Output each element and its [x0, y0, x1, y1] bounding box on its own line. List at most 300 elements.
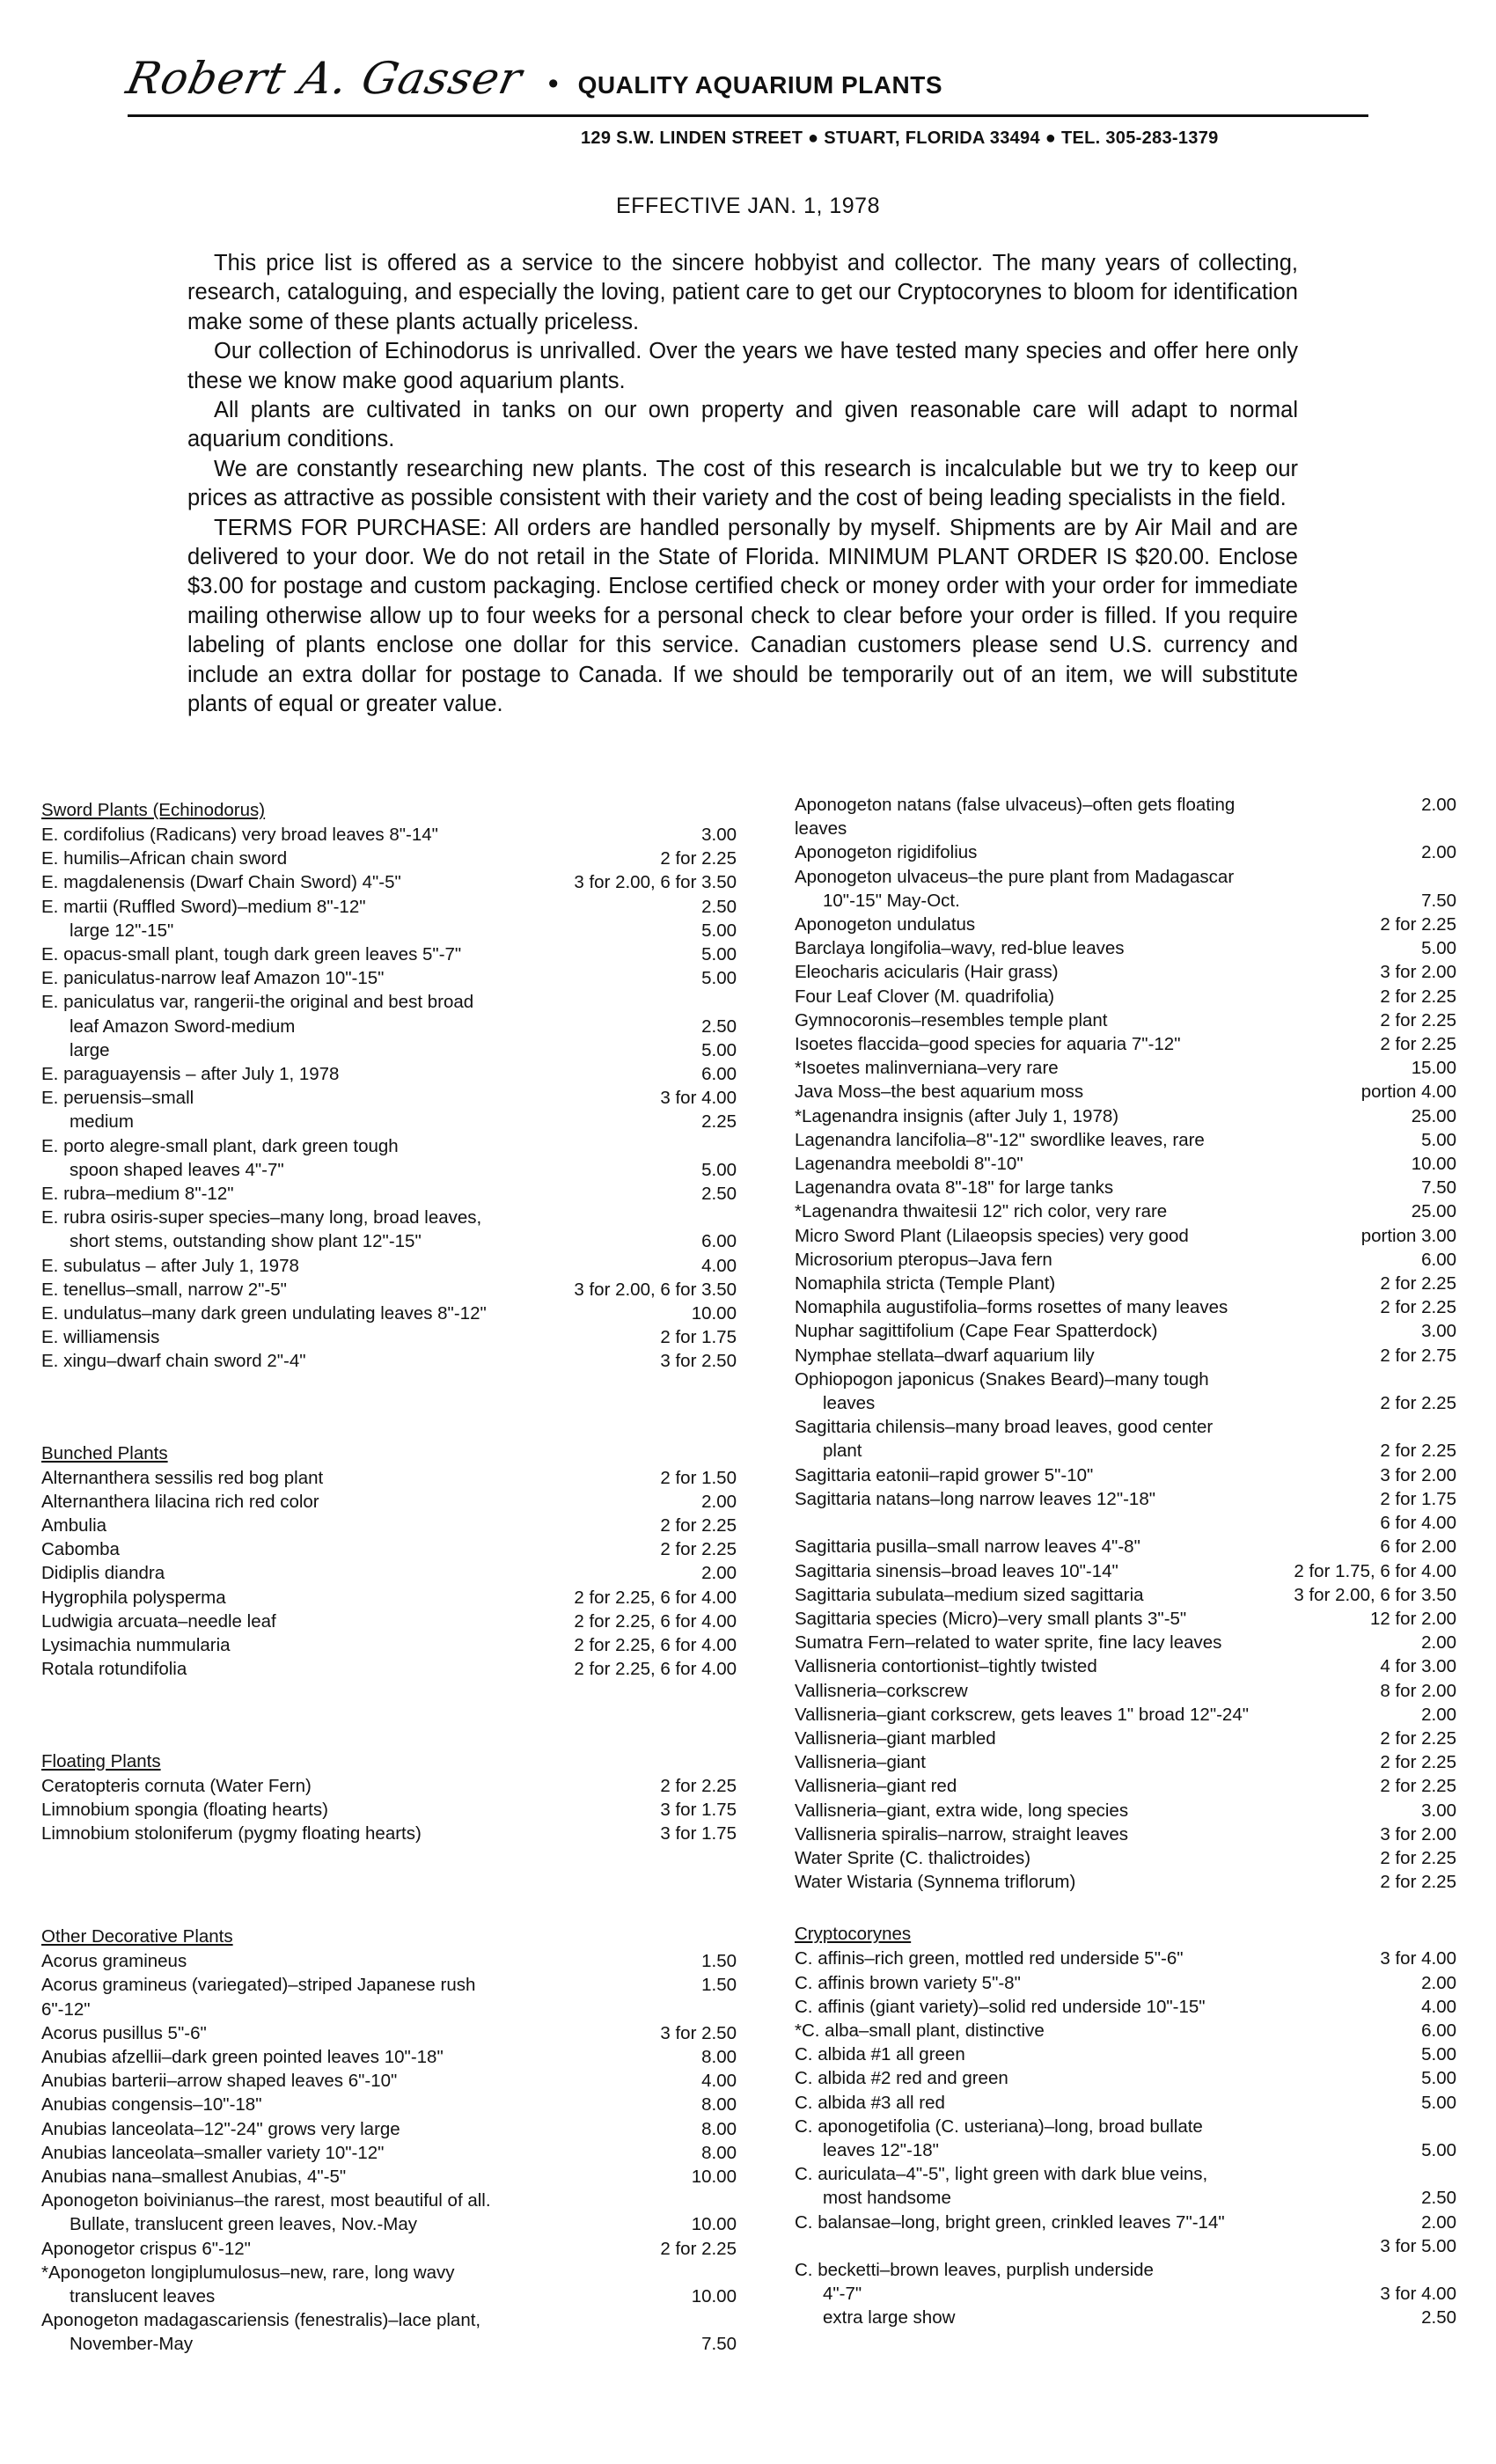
plant-price: 3 for 2.00: [1380, 1464, 1456, 1485]
plant-name: Sagittaria species (Micro)–very small plants 3"-5": [795, 1608, 1187, 1629]
plant-price: 6.00: [701, 1231, 737, 1252]
plant-name: Aponogetor crispus 6"-12": [41, 2238, 251, 2259]
plant-price: 5.00: [1421, 938, 1456, 959]
price-list-item: [41, 2045, 737, 2069]
price-list-item: [795, 1344, 1456, 1368]
price-list-item: [41, 1514, 737, 1537]
price-list-item: [795, 1870, 1456, 1894]
plant-price: 3 for 2.00: [1380, 1823, 1456, 1844]
plant-price: 6.00: [1421, 2020, 1456, 2041]
plant-price: 5.00: [1421, 2139, 1456, 2160]
plant-price: 2.00: [701, 1563, 737, 1584]
plant-name: short stems, outstanding show plant 12"-15": [70, 1231, 422, 1252]
plant-price: 2 for 1.75: [1380, 1488, 1456, 1509]
price-list-item: [41, 942, 737, 966]
price-list-item: [41, 1062, 737, 1086]
plant-price: 5.00: [701, 1039, 737, 1060]
other-decorative-section: [41, 1925, 737, 2356]
plant-name: Aponogeton madagascariensis (fenestralis)–lace plant,: [41, 2310, 481, 2331]
plant-name: Microsorium pteropus–Java fern: [795, 1249, 1052, 1270]
price-list-item: [41, 1537, 737, 1561]
price-list-item: [795, 1631, 1456, 1654]
plant-name: C. albida #2 red and green: [795, 2068, 1008, 2089]
plant-name: Water Sprite (C. thalictroides): [795, 1847, 1031, 1868]
plant-price: 1.50: [701, 1975, 737, 1996]
plant-name: Sagittaria natans–long narrow leaves 12"-18": [795, 1488, 1155, 1509]
price-list-item: [41, 2284, 737, 2308]
plant-price: 2.00: [1421, 1972, 1456, 1993]
plant-name: Water Wistaria (Synnema triflorum): [795, 1872, 1076, 1893]
price-list-item: [795, 1104, 1456, 1128]
plant-price: 2 for 2.25, 6 for 4.00: [574, 1659, 737, 1680]
plant-name: E. rubra–medium 8"-12": [41, 1184, 234, 1205]
price-list-item: [795, 1511, 1456, 1535]
plant-name: Acorus gramineus (variegated)–striped Japanese rush 6"-12": [41, 1975, 476, 2020]
plant-name: Hygrophila polysperma: [41, 1587, 226, 1608]
plant-name: Vallisneria–giant red: [795, 1776, 957, 1797]
plant-price: 8.00: [701, 2094, 737, 2116]
plant-name: E. humilis–African chain sword: [41, 848, 288, 869]
plant-name: Isoetes flaccida–good species for aquaria 7"-12": [795, 1034, 1181, 1055]
plant-price: 5.00: [701, 1159, 737, 1180]
price-list-item: [795, 1679, 1456, 1703]
price-list-item: [795, 1750, 1456, 1774]
price-list-item: [795, 1703, 1456, 1727]
plant-name: Sagittaria sinensis–broad leaves 10"-14": [795, 1560, 1118, 1581]
price-list-item: [795, 1152, 1456, 1176]
price-list-item: [795, 2019, 1456, 2042]
price-list-item: [41, 1610, 737, 1633]
plant-name: E. paniculatus var, rangerii-the original and best broad: [41, 992, 474, 1013]
plant-price: 3 for 5.00: [1380, 2235, 1456, 2256]
price-list-item: [41, 2212, 737, 2236]
price-list-item: [41, 1134, 737, 1158]
plant-name: Ambulia: [41, 1515, 107, 1536]
plant-price: 2 for 2.25: [1380, 1776, 1456, 1797]
price-list-item: [41, 1633, 737, 1657]
price-list-item: [41, 2308, 737, 2332]
header-rule: [128, 114, 1368, 117]
plant-price: 2.50: [1421, 2188, 1456, 2209]
price-list-item: [41, 1349, 737, 1373]
plant-price: 8.00: [701, 2046, 737, 2067]
price-list-item: [795, 2162, 1456, 2186]
plant-price: 3 for 1.75: [660, 1799, 737, 1820]
price-list-item: [41, 2069, 737, 2093]
price-list-item: [795, 1607, 1456, 1631]
intro-paragraph: All plants are cultivated in tanks on our own property and given reasonable care will adapt to normal aquarium conditions.: [187, 398, 1298, 452]
plant-name: Anubias barterii–arrow shaped leaves 6"-10": [41, 2071, 398, 2092]
plant-name: Nymphae stellata–dwarf aquarium lily: [795, 1345, 1095, 1366]
price-list-item: [41, 1490, 737, 1514]
plant-name: C. affinis–rich green, mottled red underside 5"-6": [795, 1948, 1184, 1969]
price-list-item: [795, 936, 1456, 960]
price-list-item: [41, 2332, 737, 2356]
price-list-item: [41, 1038, 737, 1062]
plant-price: 3 for 1.75: [660, 1822, 737, 1844]
price-list-item: [795, 1319, 1456, 1343]
plant-name: Micro Sword Plant (Lilaeopsis species) very good: [795, 1225, 1189, 1246]
price-list-item: [795, 960, 1456, 984]
price-list-item: [795, 1056, 1456, 1080]
plant-price: 12 for 2.00: [1369, 1608, 1456, 1629]
plant-name: Sagittaria eatonii–rapid grower 5"-10": [795, 1464, 1094, 1485]
plant-name: Anubias nana–smallest Anubias, 4"-5": [41, 2166, 347, 2187]
plant-name: E. undulatus–many dark green undulating leaves 8"-12": [41, 1303, 487, 1324]
plant-name: Lagenandra meeboldi 8"-10": [795, 1154, 1023, 1175]
plant-name: Limnobium stoloniferum (pygmy floating hearts): [41, 1822, 422, 1844]
price-list-item: [795, 1032, 1456, 1056]
price-list-item: [41, 823, 737, 847]
plant-price: 5.00: [1421, 1129, 1456, 1150]
intro-paragraph: Our collection of Echinodorus is unrivalled. Over the years we have tested many species and offer here only these we know make good aquarium plants.: [187, 339, 1298, 393]
plant-price: 3.00: [701, 825, 737, 845]
plant-name: Aponogeton boivinianus–the rarest, most beautiful of all.: [41, 2190, 491, 2211]
price-list-item: [795, 840, 1456, 864]
plant-name: Aponogeton ulvaceus–the pure plant from Madagascar: [795, 866, 1235, 887]
plant-price: 1.50: [701, 1951, 737, 1972]
plant-name: C. albida #1 all green: [795, 2044, 965, 2065]
plant-name: Didiplis diandra: [41, 1563, 165, 1584]
plant-name: Anubias congensis–10"-18": [41, 2094, 262, 2116]
price-list-item: [795, 1391, 1456, 1415]
plant-name: Ophiopogon japonicus (Snakes Beard)–many tough: [795, 1368, 1209, 1390]
plant-price: 8 for 2.00: [1380, 1680, 1456, 1701]
plant-name: Vallisneria–giant corkscrew, gets leaves 1" broad 12"-24": [795, 1704, 1250, 1725]
plant-price: 2 for 2.75: [1380, 1345, 1456, 1366]
plant-name: C. affinis brown variety 5"-8": [795, 1972, 1021, 1993]
plant-name: plant: [823, 1441, 862, 1462]
plant-name: E. subulatus – after July 1, 1978: [41, 1255, 299, 1276]
price-list-item: [41, 1325, 737, 1349]
price-list-item: [795, 1248, 1456, 1272]
plant-name: Anubias lanceolata–smaller variety 10"-12": [41, 2142, 385, 2163]
section-heading: Cryptocorynes: [795, 1924, 912, 1945]
price-list-item: [41, 1798, 737, 1822]
section-heading: Floating Plants: [41, 1750, 161, 1771]
plant-name: Alternanthera lilacina rich red color: [41, 1491, 319, 1512]
price-list-item: [795, 1654, 1456, 1678]
left-column: [41, 798, 737, 2357]
price-list-item: [41, 2021, 737, 2045]
price-list-item: [795, 1224, 1456, 1248]
price-list-item: [41, 1973, 737, 2020]
plant-price: 2 for 2.25: [660, 1539, 737, 1560]
price-list-item: [795, 1368, 1456, 1391]
plant-price: 3 for 4.00: [660, 1088, 737, 1109]
plant-name: Anubias afzellii–dark green pointed leaves 10"-18": [41, 2046, 444, 2067]
signature-logo: Robert A. Gasser: [121, 53, 527, 104]
plant-name: medium: [70, 1111, 134, 1133]
plant-price: 2 for 2.25: [1380, 1872, 1456, 1893]
plant-name: large: [70, 1039, 110, 1060]
plant-name: E. xingu–dwarf chain sword 2"-4": [41, 1351, 306, 1372]
price-list-item: [41, 2237, 737, 2261]
plant-price: 3.00: [1421, 1800, 1456, 1821]
price-list-item: [795, 1272, 1456, 1295]
price-list-item: [41, 1774, 737, 1798]
intro-paragraph: This price list is offered as a service to the sincere hobbyist and collector. The many years of collecting, research, cataloguing, and especially the loving, patient care to get our Cryptocorynes to bloom for identification make some of these plants actually priceless.: [187, 251, 1298, 334]
plant-name: Anubias lanceolata–12"-24" grows very large: [41, 2118, 400, 2139]
plant-price: 2 for 2.25: [1380, 1752, 1456, 1773]
plant-name: Bullate, translucent green leaves, Nov.-May: [70, 2214, 418, 2235]
plant-name: Sagittaria pusilla–small narrow leaves 4"-8": [795, 1536, 1140, 1558]
plant-name: spoon shaped leaves 4"-7": [70, 1159, 284, 1180]
floating-plants-section: [41, 1749, 737, 1846]
plant-name: leaves 12"-18": [823, 2139, 939, 2160]
plant-price: 2.00: [1421, 795, 1456, 815]
plant-name: E. paraguayensis – after July 1, 1978: [41, 1064, 340, 1085]
plant-name: C. auriculata–4"-5", light green with dark blue veins,: [795, 2164, 1208, 2185]
price-list-item: [41, 1466, 737, 1490]
price-list-item: [41, 1110, 737, 1133]
price-list-item: [41, 847, 737, 870]
plant-price: 2 for 2.25: [1380, 986, 1456, 1007]
price-list-item: [41, 1561, 737, 1585]
sword-plants-section: [41, 798, 737, 1374]
plant-price: 2 for 2.25: [1380, 1034, 1456, 1055]
price-list-item: [41, 990, 737, 1014]
plant-name: Rotala rotundifolia: [41, 1659, 187, 1680]
plant-name: E. tenellus–small, narrow 2"-5": [41, 1279, 287, 1300]
plant-price: 5.00: [701, 944, 737, 965]
price-list-item: [41, 1015, 737, 1038]
plant-name: Nomaphila augustifolia–forms rosettes of many leaves: [795, 1297, 1228, 1318]
plant-price: 3 for 2.00, 6 for 3.50: [574, 1279, 737, 1300]
price-list-item: [41, 1206, 737, 1229]
price-list-item: [795, 1295, 1456, 1319]
price-list-item: [795, 1583, 1456, 1607]
plant-price: 5.00: [701, 920, 737, 941]
plant-name: Cabomba: [41, 1539, 120, 1560]
plant-price: 2 for 2.25: [660, 1775, 737, 1796]
plant-price: 7.50: [1421, 890, 1456, 911]
plant-name: Vallisneria–corkscrew: [795, 1680, 968, 1701]
price-list-item: [41, 2189, 737, 2212]
plant-price: 15.00: [1411, 1058, 1456, 1079]
plant-price: 2 for 2.25, 6 for 4.00: [574, 1610, 737, 1632]
plant-price: 3 for 4.00: [1380, 2284, 1456, 2305]
price-list-item: [795, 1774, 1456, 1798]
price-list-item: [795, 2258, 1456, 2282]
price-list-item: [41, 1254, 737, 1278]
price-list-item: [795, 1971, 1456, 1995]
plant-price: 3.00: [1421, 1321, 1456, 1342]
plant-name: November-May: [70, 2334, 194, 2355]
plant-price: 2.00: [1421, 1632, 1456, 1654]
plant-price: 2.50: [701, 896, 737, 917]
plant-price: 2 for 2.25, 6 for 4.00: [574, 1635, 737, 1656]
plant-price: 3 for 2.00: [1380, 962, 1456, 983]
price-list-item: [795, 1846, 1456, 1870]
plant-name: Aponogeton rigidifolius: [795, 842, 978, 863]
price-list-item: [795, 1439, 1456, 1463]
plant-price: 2 for 2.25: [1380, 1847, 1456, 1868]
plant-name: C. becketti–brown leaves, purplish underside: [795, 2259, 1154, 2280]
plant-price: 2.50: [701, 1016, 737, 1037]
plant-price: 2.00: [1421, 1704, 1456, 1725]
plant-price: 2.00: [701, 1491, 737, 1512]
plant-price: 6 for 4.00: [1380, 1513, 1456, 1534]
plant-name: Vallisneria–giant marbled: [795, 1727, 996, 1749]
plant-price: 5.00: [1421, 2068, 1456, 2089]
plant-name: Acorus pusillus 5"-6": [41, 2022, 207, 2043]
plant-name: Four Leaf Clover (M. quadrifolia): [795, 986, 1055, 1007]
price-list-item: [795, 1008, 1456, 1032]
intro-text: [187, 249, 1298, 720]
price-list-item: [41, 1657, 737, 1681]
plant-name: 10"-15" May-Oct.: [823, 890, 960, 911]
plant-price: 2 for 1.75, 6 for 4.00: [1294, 1560, 1456, 1581]
right-column: [795, 793, 1456, 2330]
price-list-item: [795, 2115, 1456, 2138]
plant-name: Lagenandra ovata 8"-18" for large tanks: [795, 1177, 1114, 1199]
plant-name: Limnobium spongia (floating hearts): [41, 1799, 328, 1820]
plant-name: *Lagenandra thwaitesii 12" rich color, very rare: [795, 1201, 1168, 1222]
price-list-item: [41, 2165, 737, 2189]
price-list-item: [41, 1949, 737, 1973]
plant-name: Lysimachia nummularia: [41, 1635, 231, 1656]
plant-name: E. opacus-small plant, tough dark green leaves 5"-7": [41, 944, 462, 965]
plant-name: E. porto alegre-small plant, dark green tough: [41, 1135, 399, 1156]
price-list-item: [795, 793, 1456, 840]
price-list-item: [795, 1487, 1456, 1511]
plant-name: E. rubra osiris-super species–many long, broad leaves,: [41, 1207, 482, 1228]
price-list-item: [795, 2306, 1456, 2329]
price-list-item: [795, 2282, 1456, 2306]
plant-name: E. williamensis: [41, 1327, 160, 1348]
plant-name: most handsome: [823, 2188, 951, 2209]
plant-price: 6.00: [1421, 1249, 1456, 1270]
plant-price: 4.00: [701, 2071, 737, 2092]
price-list-item: [41, 1302, 737, 1325]
plant-name: Alternanthera sessilis red bog plant: [41, 1467, 324, 1488]
price-list-item: [795, 1995, 1456, 2019]
price-list-item: [795, 2091, 1456, 2115]
plant-name: *Isoetes malinverniana–very rare: [795, 1058, 1059, 1079]
section-heading: Bunched Plants: [41, 1442, 168, 1463]
price-list-item: [41, 2093, 737, 2116]
plant-name: Acorus gramineus: [41, 1951, 187, 1972]
plant-price: 8.00: [701, 2142, 737, 2163]
plant-price: 5.00: [701, 968, 737, 989]
plant-name: extra large show: [823, 2307, 956, 2328]
plant-price: 25.00: [1411, 1201, 1456, 1222]
price-list-item: [41, 2141, 737, 2165]
plant-name: E. magdalenensis (Dwarf Chain Sword) 4"-5": [41, 872, 401, 893]
cryptocorynes-section: [795, 1922, 1456, 2329]
price-list-item: [795, 1415, 1456, 1439]
plant-price: 2 for 2.25: [1380, 1393, 1456, 1414]
plant-price: 3 for 2.50: [660, 1351, 737, 1372]
plant-name: C. affinis (giant variety)–solid red underside 10"-15": [795, 1996, 1206, 2017]
plant-price: 6.00: [701, 1064, 737, 1085]
plant-price: 10.00: [691, 2166, 737, 2187]
plant-name: Sagittaria subulata–medium sized sagittaria: [795, 1584, 1144, 1605]
plant-name: leaf Amazon Sword-medium: [70, 1016, 296, 1037]
price-list-item: [795, 1727, 1456, 1750]
price-list-item: [795, 1199, 1456, 1223]
plant-name: E. cordifolius (Radicans) very broad leaves 8"-14": [41, 825, 438, 845]
plant-name: Barclaya longifolia–wavy, red-blue leaves: [795, 938, 1125, 959]
plant-price: 8.00: [701, 2118, 737, 2139]
plant-price: 2 for 2.25: [660, 1515, 737, 1536]
price-list-item: [41, 1158, 737, 1182]
other-decorative-continued: [795, 793, 1456, 1894]
plant-price: 2.00: [1421, 842, 1456, 863]
plant-name: C. aponogetifolia (C. usteriana)–long, broad bullate: [795, 2116, 1203, 2137]
plant-price: 2 for 2.25: [660, 848, 737, 869]
plant-name: Aponogeton natans (false ulvaceus)–often gets floating leaves: [795, 795, 1236, 840]
price-list-item: [41, 1586, 737, 1610]
tagline: QUALITY AQUARIUM PLANTS: [577, 71, 942, 99]
plant-name: Sagittaria chilensis–many broad leaves, good center: [795, 1417, 1214, 1438]
plant-price: 6 for 2.00: [1380, 1536, 1456, 1558]
price-list-item: [795, 985, 1456, 1008]
plant-price: 4.00: [1421, 1996, 1456, 2017]
plant-name: 4"-7": [823, 2284, 862, 2305]
plant-name: leaves: [823, 1393, 876, 1414]
price-list-item: [41, 1278, 737, 1302]
plant-price: 10.00: [691, 1303, 737, 1324]
price-list-item: [795, 1128, 1456, 1152]
price-list-item: [795, 2138, 1456, 2162]
plant-price: 4.00: [701, 1255, 737, 1276]
plant-name: translucent leaves: [70, 2285, 216, 2306]
price-list-item: [795, 1822, 1456, 1846]
plant-name: Nomaphila stricta (Temple Plant): [795, 1273, 1056, 1294]
price-list-item: [41, 966, 737, 990]
price-list-item: [795, 2211, 1456, 2234]
plant-name: Eleocharis acicularis (Hair grass): [795, 962, 1059, 983]
plant-price: 10.00: [1411, 1154, 1456, 1175]
plant-price: 3 for 2.00, 6 for 3.50: [574, 872, 737, 893]
plant-price: 2 for 1.50: [660, 1467, 737, 1488]
price-list-item: [795, 1799, 1456, 1822]
plant-name: Java Moss–the best aquarium moss: [795, 1082, 1084, 1103]
price-list-item: [41, 1086, 737, 1110]
price-list-item: [41, 1822, 737, 1845]
price-list-item: [795, 1463, 1456, 1487]
plant-name: C. balansae–long, bright green, crinkled leaves 7"-14": [795, 2211, 1225, 2233]
plant-price: 10.00: [691, 2285, 737, 2306]
intro-paragraph: We are constantly researching new plants. The cost of this research is incalculable but we try to keep our prices as attractive as possible consistent with their variety and the cost of being leading specialists in the field.: [187, 456, 1298, 511]
price-list-item: [795, 2042, 1456, 2066]
plant-name: Nuphar sagittifolium (Cape Fear Spatterdock): [795, 1321, 1158, 1342]
plant-price: 7.50: [701, 2334, 737, 2355]
plant-name: Ceratopteris cornuta (Water Fern): [41, 1775, 312, 1796]
plant-price: 3 for 2.00, 6 for 3.50: [1294, 1584, 1456, 1605]
price-list-item: [795, 1080, 1456, 1104]
price-list-item: [41, 2261, 737, 2284]
plant-name: E. paniculatus-narrow leaf Amazon 10"-15": [41, 968, 385, 989]
plant-price: 2.50: [701, 1184, 737, 1205]
plant-price: 5.00: [1421, 2092, 1456, 2113]
address-line: 129 S.W. LINDEN STREET ● STUART, FLORIDA 33494 ● TEL. 305-283-1379: [581, 128, 1219, 148]
plant-price: 2 for 2.25, 6 for 4.00: [574, 1587, 737, 1608]
plant-price: 2 for 2.25: [1380, 914, 1456, 935]
price-list-item: [795, 1947, 1456, 1970]
price-list-item: [41, 870, 737, 894]
plant-price: 25.00: [1411, 1105, 1456, 1126]
plant-price: 2 for 1.75: [660, 1327, 737, 1348]
price-list-item: [795, 2234, 1456, 2258]
terms-paragraph: TERMS FOR PURCHASE: All orders are handled personally by myself. Shipments are by Air Mail and are delivered to your door. We do not retail in the State of Florida. MINIMUM PLANT ORDER IS $20.00. Enclose $3.00 for postage and custom packaging. Enclose certified check or money order with your order for immediate mailing otherwise allow up to four weeks for a personal check to clear before your order is filled. If you require labeling of plants enclose one dollar for this service. Canadian customers please send U.S. currency and include an extra dollar for postage to Canada. If we should be temporarily out of an item, we will substitute plants of equal or greater value.: [187, 515, 1298, 717]
plant-price: portion 3.00: [1360, 1225, 1456, 1246]
price-list-item: [41, 2117, 737, 2141]
plant-name: *C. alba–small plant, distinctive: [795, 2020, 1045, 2041]
plant-name: *Lagenandra insignis (after July 1, 1978): [795, 1105, 1119, 1126]
